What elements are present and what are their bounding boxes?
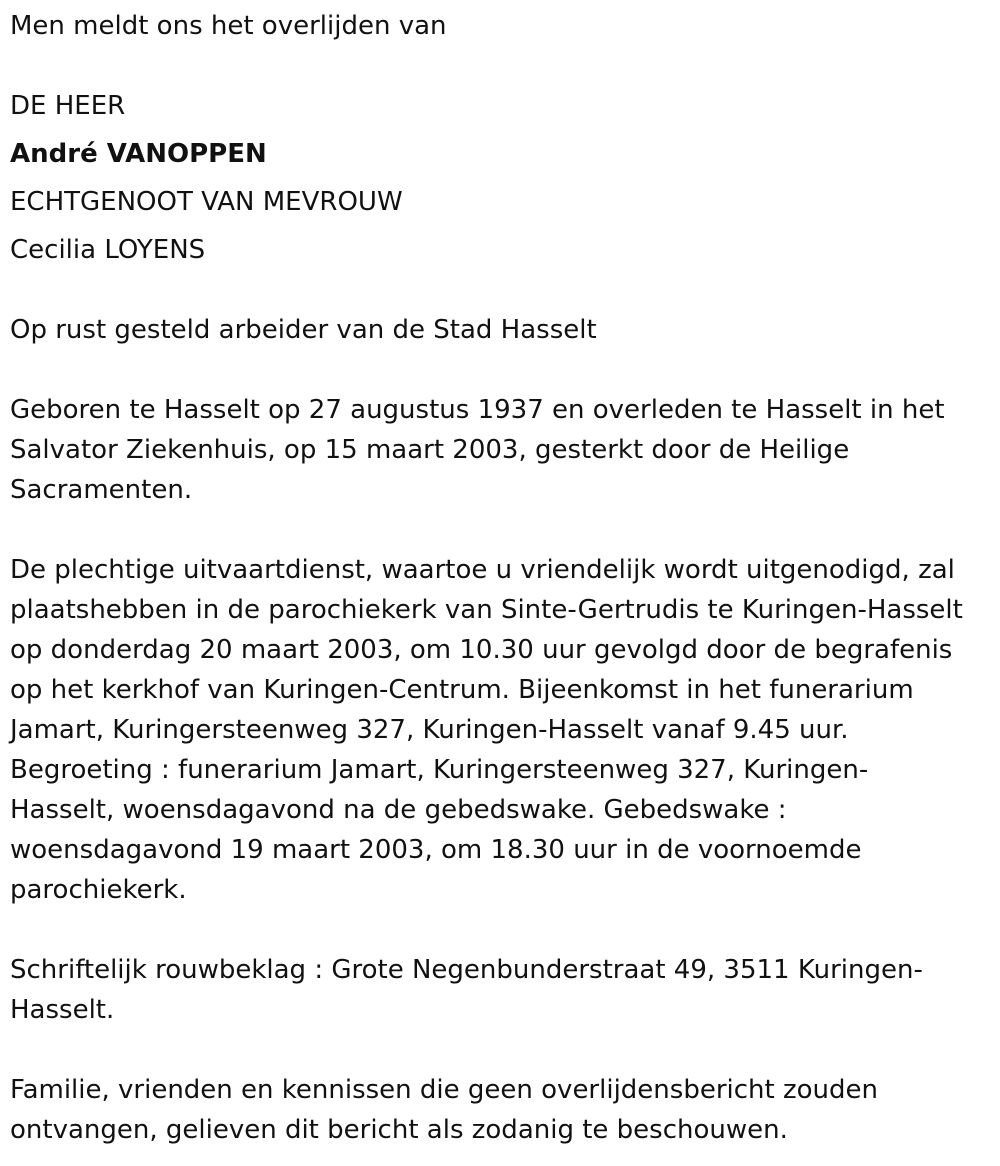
deceased-name: André VANOPPEN	[10, 139, 267, 169]
condolence-paragraph	[10, 950, 923, 1030]
occupation-text: Op rust gesteld arbeider van de Stad Hasselt	[10, 315, 597, 345]
paragraph-line: woensdagavond 19 maart 2003, om 18.30 uur in de voornoemde	[10, 835, 862, 865]
paragraph-line: Salvator Ziekenhuis, op 15 maart 2003, gesterkt door de Heilige	[10, 435, 850, 465]
paragraph-line: op donderdag 20 maart 2003, om 10.30 uur gevolgd door de begrafenis	[10, 635, 953, 665]
paragraph-line: parochiekerk.	[10, 875, 187, 905]
spouse-name: Cecilia LOYENS	[10, 235, 206, 265]
paragraph-line: De plechtige uitvaartdienst, waartoe u vriendelijk wordt uitgenodigd, zal	[10, 555, 955, 585]
paragraph-line: Hasselt, woensdagavond na de gebedswake. Gebedswake :	[10, 795, 787, 825]
paragraph-line: Begroeting : funerarium Jamart, Kuringersteenweg 327, Kuringen-	[10, 755, 869, 785]
paragraph-line: Sacramenten.	[10, 475, 193, 505]
paragraph-line: Hasselt.	[10, 995, 115, 1025]
relation-text: ECHTGENOOT VAN MEVROUW	[10, 187, 403, 217]
birth-death-paragraph	[10, 390, 945, 510]
title-prefix: DE HEER	[10, 91, 126, 121]
paragraph-line: Jamart, Kuringersteenweg 327, Kuringen-Hasselt vanaf 9.45 uur.	[10, 715, 849, 745]
paragraph-line: Familie, vrienden en kennissen die geen overlijdensbericht zouden	[10, 1075, 878, 1105]
paragraph-line: Geboren te Hasselt op 27 augustus 1937 en overleden te Hasselt in het	[10, 395, 945, 425]
paragraph-line: Schriftelijk rouwbeklag : Grote Negenbunderstraat 49, 3511 Kuringen-	[10, 955, 923, 985]
intro-text: Men meldt ons het overlijden van	[10, 11, 447, 41]
funeral-paragraph	[10, 550, 963, 910]
closing-paragraph	[10, 1070, 878, 1150]
paragraph-line: op het kerkhof van Kuringen-Centrum. Bijeenkomst in het funerarium	[10, 675, 914, 705]
paragraph-line: plaatshebben in de parochiekerk van Sinte-Gertrudis te Kuringen-Hasselt	[10, 595, 963, 625]
paragraph-line: ontvangen, gelieven dit bericht als zodanig te beschouwen.	[10, 1115, 788, 1145]
